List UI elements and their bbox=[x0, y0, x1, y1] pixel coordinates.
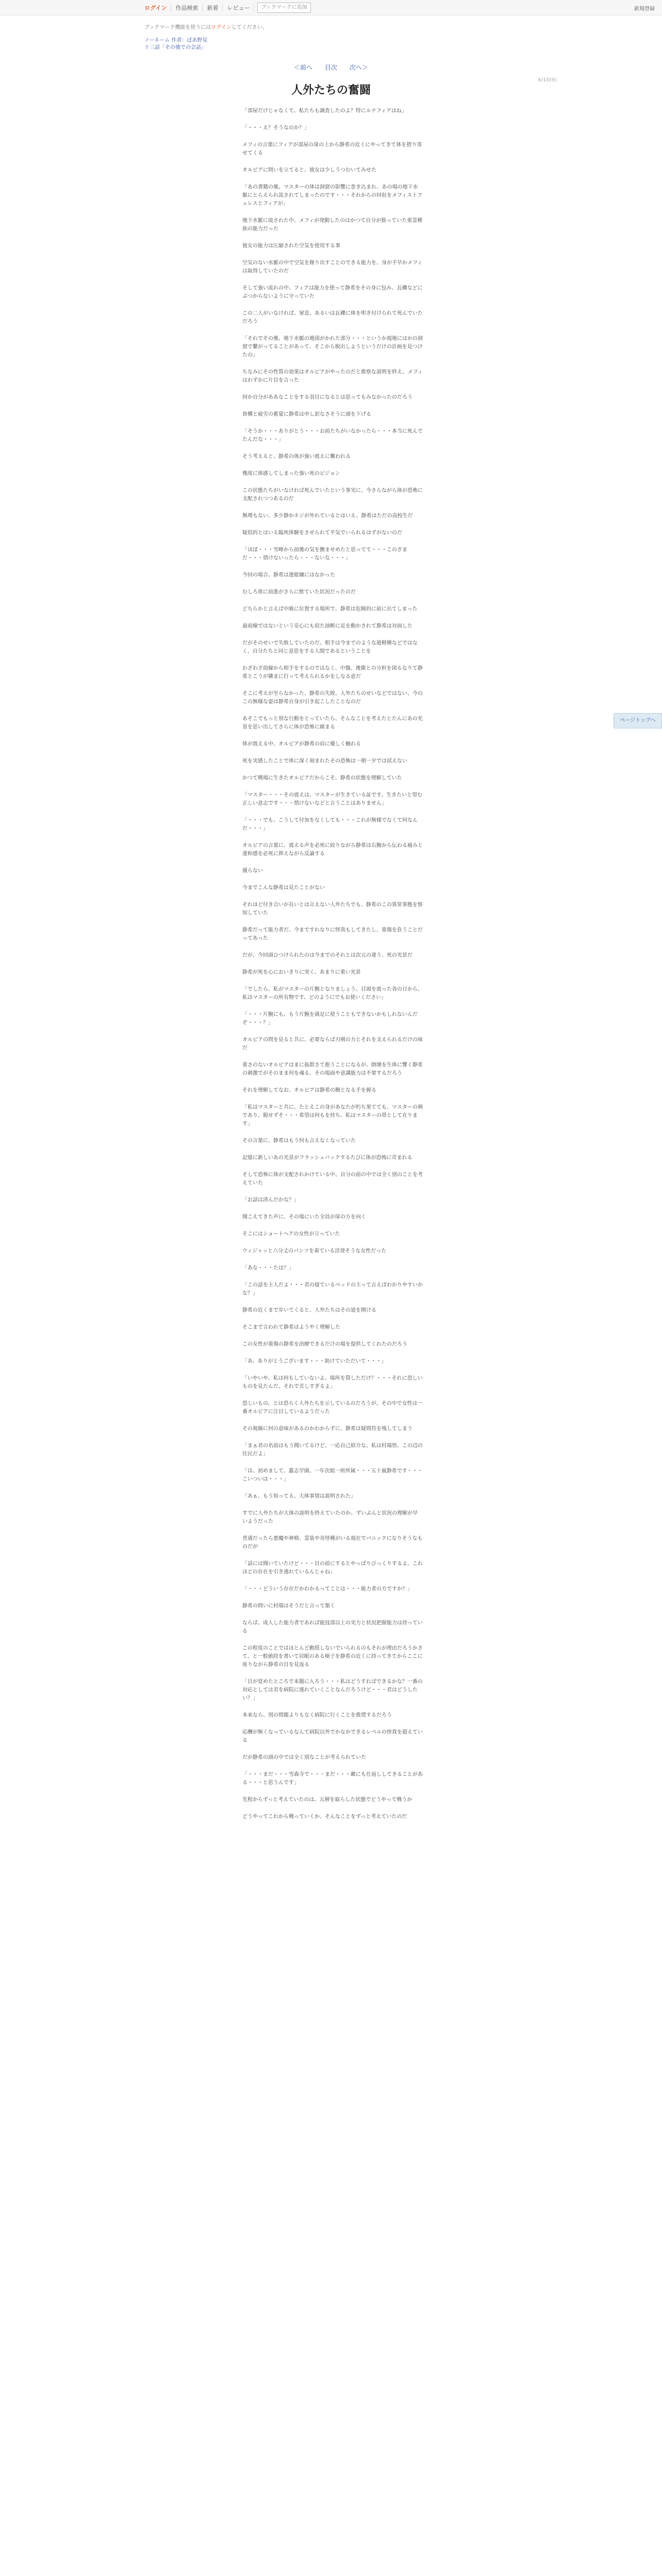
body-paragraph: オルビアの言葉に、震える声を必死に絞りながら静希は右腕から伝わる痛みと違和感を必死に抑えながら反論する bbox=[242, 843, 423, 857]
body-paragraph: 「この話を主人だよ・・・君の寝ているベッドの主って言えばわかりやすいかな？」 bbox=[242, 1282, 423, 1296]
body-paragraph: 地下水脈に流された中、メフィが発動したのはかつて自分が扱っていた重霊種族の能力だった bbox=[242, 218, 423, 232]
notice-login-link[interactable]: ログイン bbox=[211, 25, 231, 30]
body-paragraph: 静希だって能力者だ、今まですれなりに怪我もしてきたし、重傷を負うことだってあった bbox=[242, 927, 423, 941]
body-paragraph: 今までこんな静希は見たことがない bbox=[242, 885, 325, 891]
body-paragraph: 静希が死を心においきりに突く、あまりに重い光景 bbox=[242, 970, 361, 975]
page-number: 6/10(9) bbox=[538, 77, 557, 83]
body-paragraph: 疑似的とはいえ臨死体験をさせられて平気でいられるはずがないのだ bbox=[242, 530, 402, 536]
toc-link[interactable]: 目次 bbox=[324, 64, 337, 71]
body-paragraph: 「・・・え？そうなのか？」 bbox=[242, 125, 309, 131]
body-paragraph: 「そうか・・・ありがとう・・・お前たちがいなかったら・・・本当に死んでたんだな・・・」 bbox=[242, 429, 423, 443]
bookmark-notice bbox=[144, 23, 268, 30]
body-paragraph: 「あの書籍の後、マスターの体は洞窟の影響に巻き込まれ、あの場の地下水脈にとらえられ流されてしまったのです・・・それからの回収をメフィストフェレスとフィアが」 bbox=[242, 184, 422, 207]
body-paragraph: そこにはショートヘアの女性が立っていた bbox=[242, 1231, 340, 1237]
body-paragraph: だが、今回頭ひつけられたのは今までのそれとは次元の違う、死の光景だ bbox=[242, 953, 412, 958]
body-paragraph: 応酬が無くなっているなんて病院以外でかなかできるレベルの怪我を超えている bbox=[242, 1730, 423, 1743]
body-paragraph: 「でしたら、私がマスターの片腕となりましょう、目頭を震った各の日から、私はマスターの所有物です、どのようにでもお使いください」 bbox=[242, 987, 423, 1001]
body-paragraph: そして恐怖に体が支配されかけている中、自分の前の中では全く別のことを考えていた bbox=[242, 1172, 423, 1186]
body-paragraph: 「私はマスターと共に、たとえこの身があなたが朽ち果てても、マスターの剣であり、脱せずそ・・・希望は何もを持ち、私はマスターの帯として在ります」 bbox=[242, 1105, 423, 1127]
page-top-button[interactable]: ページトップへ bbox=[614, 713, 662, 728]
top-nav-links bbox=[144, 2, 505, 13]
body-paragraph: 「マスター・・・その震えは、マスターが生きている証です、生きたいと望む正しい意志です・・・情けないなどと言うことはありません」 bbox=[242, 792, 423, 806]
body-paragraph: すでに人外たちが大体の説明を終えていたのか、ずいぶんと状況の理解が早いようだった bbox=[242, 1511, 418, 1524]
body-paragraph: どちらかと言えば中級に位置する場所で、静希は危険的に前に出てしまった bbox=[242, 606, 418, 612]
body-paragraph: 「・・・まだ・・・雪森寺で・・・まだ・・・敵にも仕返ししてきることがある・・・と思うんです」 bbox=[242, 1772, 423, 1786]
notice-before: ブックマーク機能を使うには bbox=[144, 25, 211, 30]
body-paragraph: 「目が覚めたところで本題に入ろう・・・私はどうすればできるかな？一番の対応としては君を病院に連れていくことなんだろうけど・・・君はどうしたい？」 bbox=[242, 1679, 423, 1701]
body-paragraph: その言葉に、静希はもう何も言えなくなっていた bbox=[242, 1138, 356, 1144]
body-paragraph: 先程からずっと考えていたのは、五層を取らした状態でどうやって戦うか bbox=[242, 1797, 412, 1803]
nav-review-link[interactable]: レビュー bbox=[223, 4, 254, 12]
breadcrumb-chapter[interactable]: 十三話「その後での会話」 bbox=[144, 45, 206, 50]
body-paragraph: 重さのないオルビアはまに抜群さて抱うことになるが、倒壊を生体に響く静希の刺激でがそのまま何を魂る、その場面や意識能力は不要するだろう bbox=[242, 1062, 423, 1076]
bookmark-button[interactable]: ブックマークに追加 bbox=[257, 3, 310, 13]
body-paragraph: 優らない bbox=[242, 868, 263, 874]
nav-new-link[interactable]: 新着 bbox=[203, 4, 223, 12]
body-paragraph: 「・・・でも、こうして付加をなくしても・・・これが無様でなくて何なんだ・・・」 bbox=[242, 818, 418, 832]
body-paragraph: 「部屋だけじゃなくて、私たちも調査したのよ？特にルナフィアはね」 bbox=[242, 108, 407, 114]
body-paragraph: オルビアに問いを立てると、彼女は少しうつむいてみせた bbox=[242, 167, 376, 173]
body-paragraph: この程度のことではほとんど動揺しないでいられるのもそれが理由だろうかさて、と一般値段を書いて居眠のある検子を静希の近くに持ってきてからここに座りながら静希の目を見返る bbox=[242, 1646, 423, 1668]
body-paragraph: かつて戦場に生きたオルビアだからこそ、静希の状態を理解していた bbox=[242, 775, 402, 781]
body-paragraph: 死を実感したことで体に深く刻まれたその恐怖は一朝一夕では拭えない bbox=[242, 758, 407, 764]
body-paragraph: 幾度に体感してしまった強い死のビジョン bbox=[242, 471, 340, 477]
body-paragraph: 普通だったら悪魔や神格、霊装や奇怪種がいる現在でパニックになりそうなものだが bbox=[242, 1536, 423, 1550]
body-paragraph: 「あ、ありがとうございます・・・助けていただいて・・・」 bbox=[242, 1359, 387, 1364]
body-paragraph: 「・・・どういう存在だかわかるってことは・・・能力者の方ですか？」 bbox=[242, 1586, 412, 1592]
body-paragraph: 「は、初めまして、叢志学園、一年次組一班所属・・・五十嵐静希です・・・こいついは・・・」 bbox=[242, 1468, 423, 1482]
body-paragraph: わざわざ前線から相手をするのではなく、中盤、後衛との分担を図るなりて静希とこうが隣まに打って考えられるかをしなる意だ bbox=[242, 666, 423, 680]
body-paragraph: だがそのせいで失敗していたのだ。相手は今までのような遊軽種などではなく、自分たちと同じ意思をする人間であるということを bbox=[242, 640, 418, 654]
body-paragraph: 空気のない水脈の中で空気を創り出すことのできる能力を、身が手早かメフィは取得していたのだ bbox=[242, 260, 423, 274]
body-paragraph: 記憶に新しいあの光景がフラッシュバックするたびに体が恐怖に苛まれる bbox=[242, 1155, 412, 1161]
body-paragraph: 最前線ではないという安心にも似た油断に足を動かされて静希は対面した bbox=[242, 623, 412, 629]
body-paragraph: そして強い流れの中、フィアは能力を使って静希をその身に包み、瓦礫などにぶつからないように守っていた bbox=[242, 285, 423, 299]
body-paragraph: 皆構と疲労の蓄量に静希は申し訳なさそうに頭を下げる bbox=[242, 412, 371, 417]
body-paragraph: その視線に何の意味があるのかわからずに、静希は疑問符を残してしまう bbox=[242, 1426, 412, 1432]
body-paragraph: 「あぁ、もう知ってる、大体事情は説明された」 bbox=[242, 1494, 356, 1499]
body-paragraph: どうやってこれから戦っていくか、そんなことをずっと考えていたのだ bbox=[242, 1814, 407, 1820]
body-paragraph: あそこでもっと別な行動をとっていたら、そんなことを考えたとたんにあの光景を思い出してさらに体が恐怖に腐まる bbox=[242, 716, 423, 730]
body-paragraph: 彼女の能力は圧縮された空気を使用する事 bbox=[242, 243, 340, 249]
notice-after: してください。 bbox=[231, 25, 268, 30]
breadcrumb bbox=[144, 37, 454, 52]
body-paragraph: 何か自分がああなことをする羽目になるとは思ってもみなかったのだろう bbox=[242, 395, 412, 400]
body-paragraph: それほど付き合いが長いとは言えない人外たちでも、静希のこの異常事態を察知していた bbox=[242, 902, 423, 916]
body-paragraph: そう考えると、静希の体が強い震えに襲われる bbox=[242, 454, 351, 460]
body-paragraph: メフィの言葉にフィアが部屋の扉の上から静希の近くにやってきて体を摺り寄せてくる bbox=[242, 142, 422, 156]
body-paragraph: 静希の問いに村端はそうだと言って頷く bbox=[242, 1603, 335, 1609]
body-paragraph: 今回の場合、静希は運総嫌にはなかった bbox=[242, 572, 335, 578]
body-paragraph: 「それでその後、地下水脈の地図がかれた部分・・・というか現地にはかの洞窟で繋がってることがあって、そこから脱出しようというだけの計画を見つけたの」 bbox=[242, 336, 423, 358]
body-paragraph: 「ほぼ・・・雪峰から前後の気を撫ませめたと思ってて・・・このざまだ・・・情けないったら・・・ないな・・・」 bbox=[242, 547, 407, 561]
body-paragraph: 無理もない、多少静かネジが外れているとはいえ、静希はただの高校生だ bbox=[242, 513, 413, 519]
top-nav-bar bbox=[0, 0, 662, 15]
novel-body bbox=[242, 107, 423, 1830]
body-paragraph: だが静希の頭の中では全く別なことが考えられていた bbox=[242, 1755, 366, 1760]
body-paragraph: 「いやいや、私は何もしていないよ、場所を貸しただけ？・・・それに恐しいものを見たんだ、それで苦しすぎるよ」 bbox=[242, 1376, 423, 1389]
nav-search-link[interactable]: 作品検索 bbox=[171, 4, 203, 12]
body-paragraph: この状態たちがいなければ死んでいたという事実に、今さらながら体が恐怖に支配されつつあるのだ bbox=[242, 488, 423, 502]
body-paragraph: 「お話は済んだかな？」 bbox=[242, 1197, 299, 1203]
body-paragraph: そこに考えが至らなかった、静希の失敗、人外たちのせいなどではない、今のこの無様な姿は静希自身が引き起こしたことなのだ bbox=[242, 691, 423, 705]
body-paragraph: ちなみにその性質の効果はオルビアがやったのだと推察な説明を終え、メフィはわずかに片目を言った bbox=[242, 369, 423, 383]
body-paragraph: 聞こえてきた声に、その場にいた全員が扉の方を向く bbox=[242, 1214, 366, 1220]
prev-chapter-link[interactable]: ＜前へ bbox=[294, 64, 313, 71]
login-link[interactable]: ログイン bbox=[144, 4, 171, 12]
body-paragraph: ウィジャッと六分丈のパンツを着ている活発そうな女性だった bbox=[242, 1248, 387, 1254]
body-paragraph: 「話には聞いていたけど・・・目の前にするとやっぱりびっくりするよ、これほどの存在を引き連れているんじゃね」 bbox=[242, 1561, 423, 1575]
body-paragraph: 体が震える中、オルビアが静希の肩に優しく触れる bbox=[242, 741, 361, 747]
chapter-pager bbox=[0, 63, 662, 72]
body-paragraph: 「まぁ君の名前はもう聞いてるけど、一応自己紹介な、私は村端悟、この辺の住民だよ」 bbox=[242, 1443, 423, 1457]
body-paragraph: 「・・・片腕にも、もう片腕を満足に使うこともできないかもしれないんだぞ・・・？」 bbox=[242, 1012, 418, 1026]
body-paragraph: オルビアの問を見ると共に、必要ならば刃剣の力とそれを支えられるだけの味だ bbox=[242, 1037, 423, 1051]
body-paragraph: 「あな・・・たは？」 bbox=[242, 1265, 294, 1271]
signup-link[interactable]: 新規登録 bbox=[634, 6, 655, 12]
body-paragraph: むしろ欲に前進がさらに飲ていた状況だったのだ bbox=[242, 589, 356, 595]
body-paragraph: そこまで言われて静希はようやく理解した bbox=[242, 1325, 340, 1330]
next-chapter-link[interactable]: 次へ＞ bbox=[349, 64, 368, 71]
body-paragraph: この二人がいなければ、窒息、あるいは瓦礫に体を叩き付けられて死んでいただろう bbox=[242, 311, 423, 325]
body-paragraph: 静希の近くまで歩いてくると、人外たちはその道を開ける bbox=[242, 1308, 376, 1313]
body-paragraph: 恐しいもの、とは恐らく人外たちを示しているのだろうが、その中で女性は一番オルビアに注目しているようだった bbox=[242, 1401, 423, 1415]
body-paragraph: それを理解してなお、オルビアは静希の腕となる手を握る bbox=[242, 1088, 376, 1093]
chapter-title: 人外たちの奮闘 bbox=[291, 84, 371, 97]
body-paragraph: この女性が重傷の静希を治療できるだけの場を提供してくれたのだろう bbox=[242, 1342, 407, 1347]
body-paragraph: ならば、成人した能力者であれば能技部以上の実力と状況把握能力は持っている bbox=[242, 1620, 423, 1634]
body-paragraph: 本来なら、別の問題よりもなく病院に行くことを推奨するだろう bbox=[242, 1713, 392, 1718]
breadcrumb-work[interactable]: ノーネーム 作者：ぼあ野見 bbox=[144, 38, 208, 43]
